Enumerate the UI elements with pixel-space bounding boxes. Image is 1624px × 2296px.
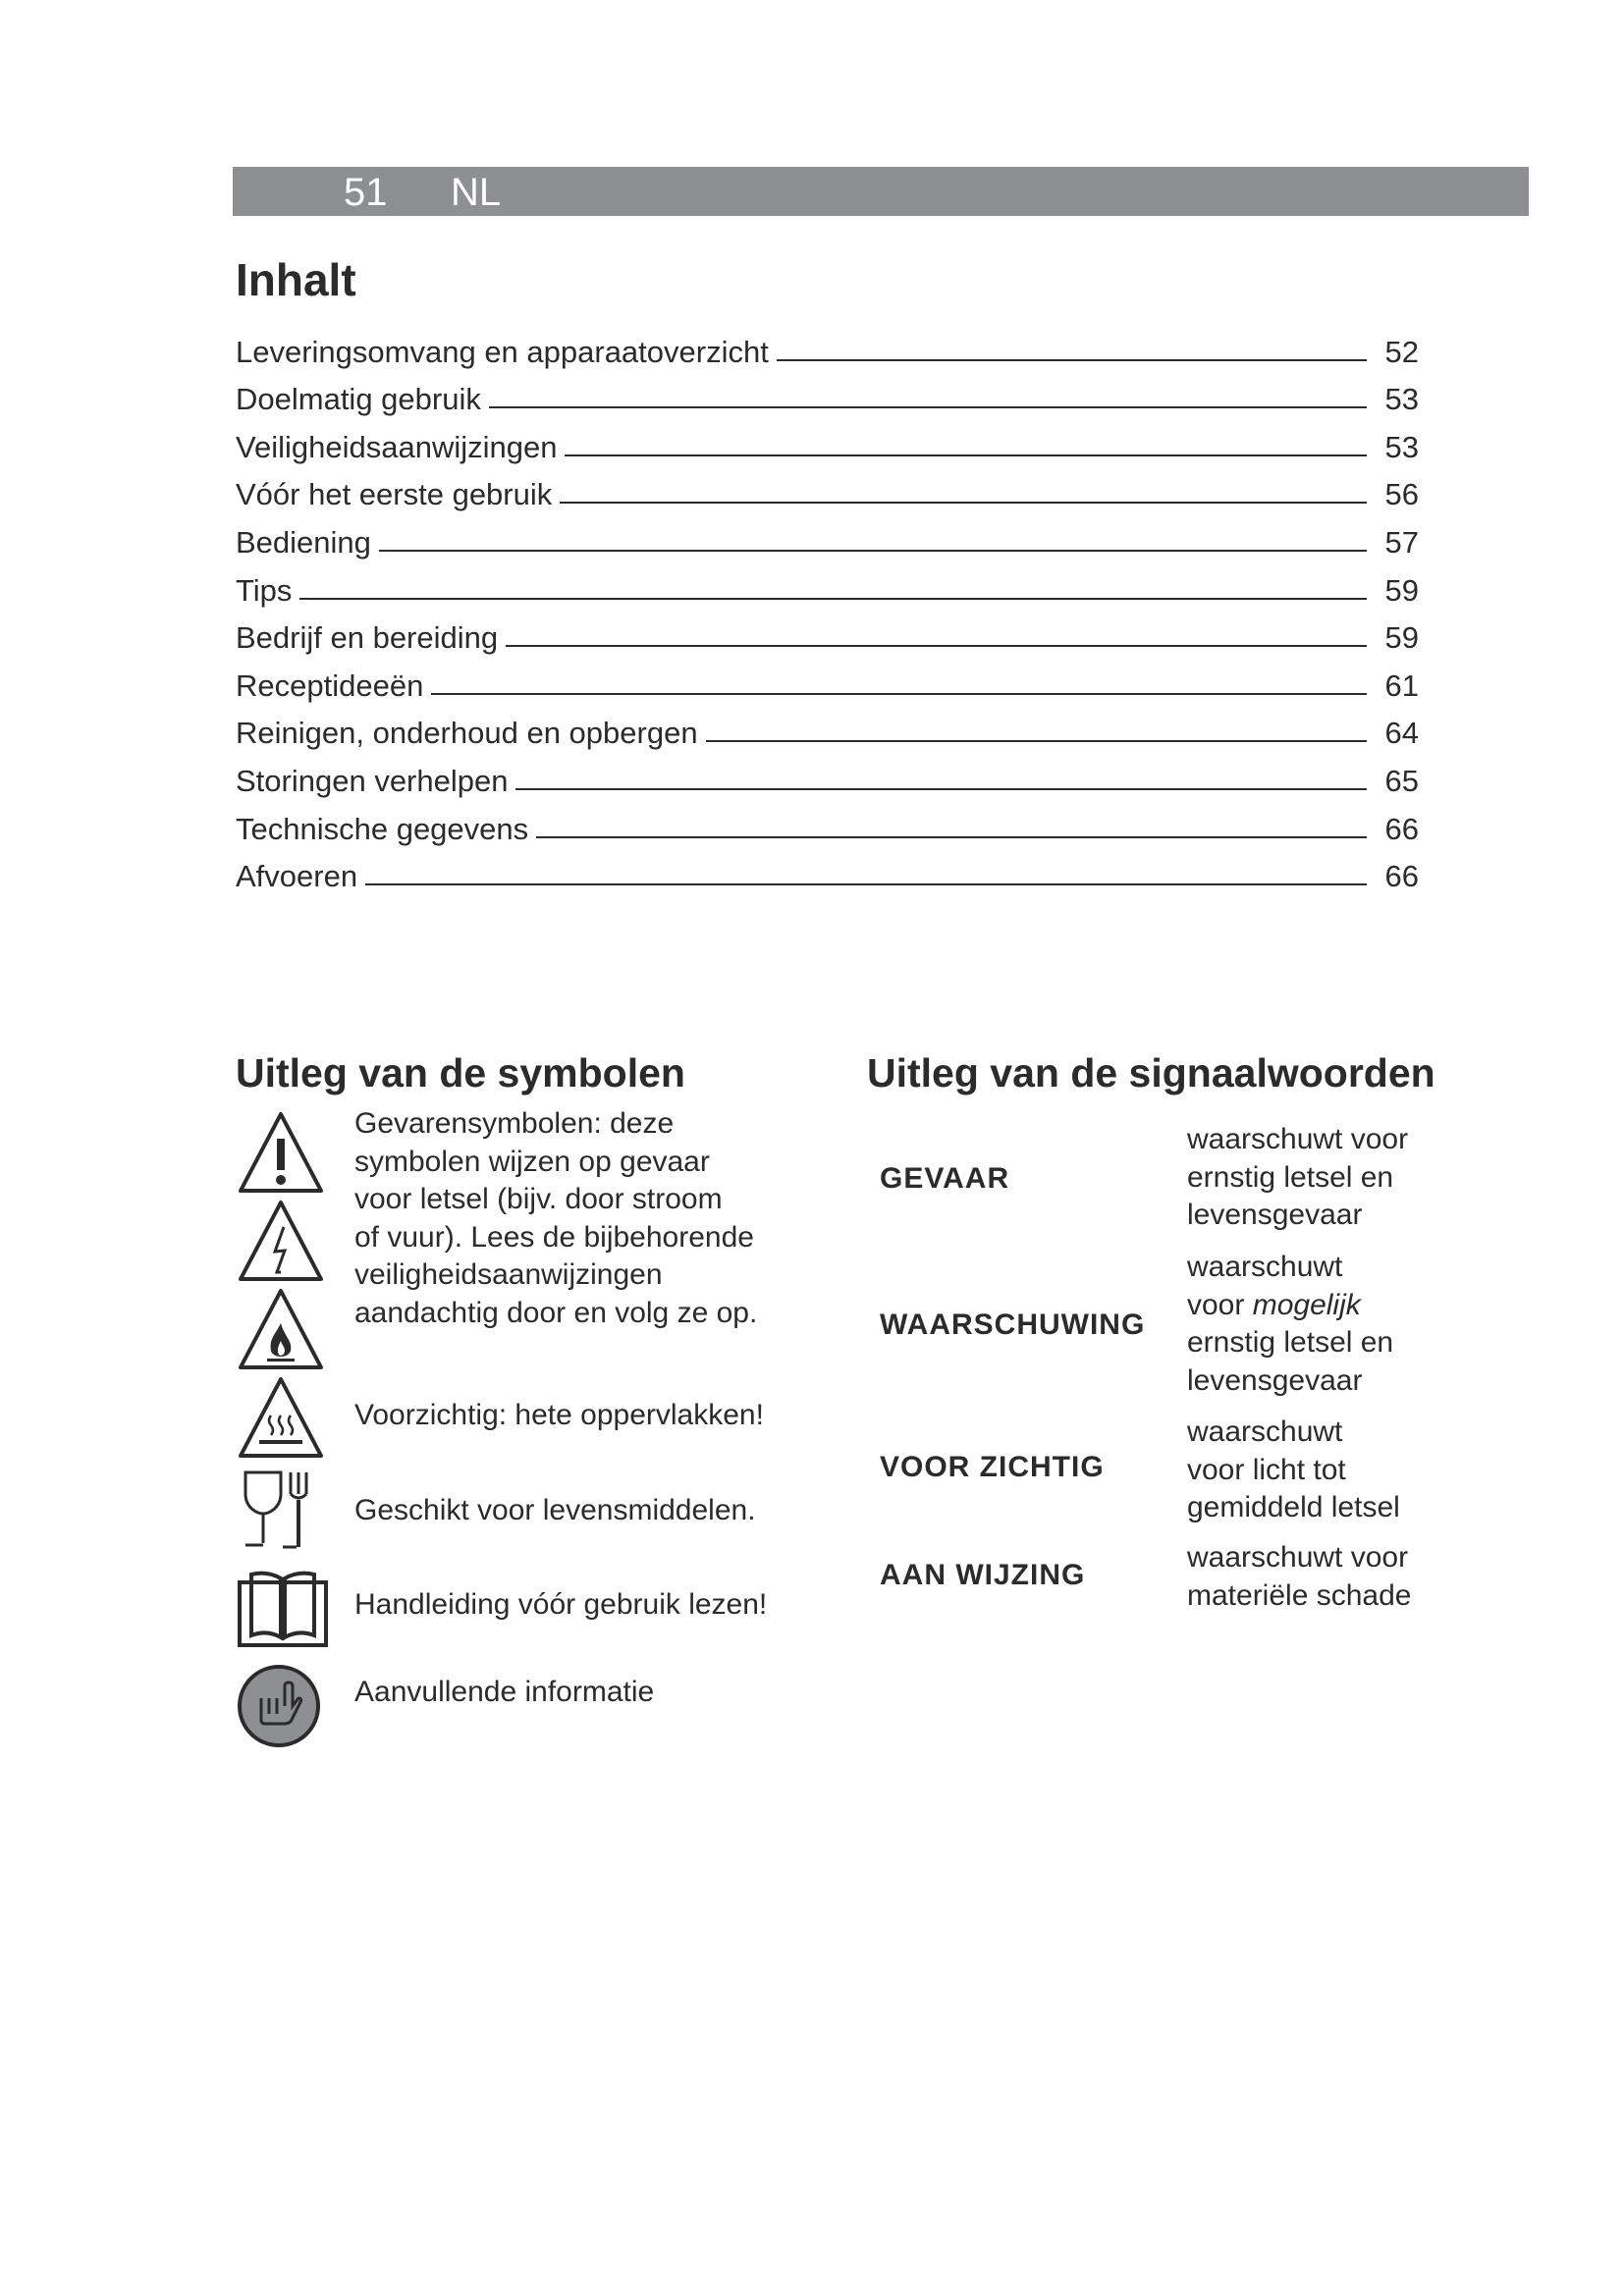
signal-description: waarschuwt voor ernstig letsel en levensgevaar <box>1187 1123 1409 1231</box>
manual-book-icon <box>236 1569 330 1651</box>
signal-word-notice: AAN WIJZING <box>880 1559 1086 1591</box>
electric-shock-icon <box>236 1198 326 1284</box>
toc-entry[interactable]: Tips 59 <box>236 572 1419 608</box>
food-safe-icon <box>240 1468 318 1551</box>
symbols-section-title: Uitleg van de symbolen <box>236 1050 685 1095</box>
signal-word-caution: VOOR ZICHTIG <box>880 1451 1105 1483</box>
toc-entry[interactable]: Reinigen, onderhoud en opbergen 64 <box>236 716 1419 751</box>
signal-description: waarschuwt voor materiële schade <box>1187 1541 1412 1612</box>
symbol-description: Aanvullende informatie <box>354 1676 655 1708</box>
symbol-description: Gevarensymbolen: deze symbolen wijzen op gevaar voor letsel (bijv. door stroom of vuur). Lees de bijbehorende veiligheidsaanwijzingen aandachtig door en volg ze op. <box>354 1107 758 1329</box>
toc-entry[interactable]: Vóór het eerste gebruik 56 <box>236 477 1419 512</box>
page-number: 51 <box>344 171 388 214</box>
toc-entry[interactable]: Doelmatig gebruik 53 <box>236 382 1419 417</box>
symbol-description: Geschikt voor levensmiddelen. <box>354 1494 756 1526</box>
signal-description: waarschuwt voor licht tot gemiddeld letsel <box>1187 1415 1400 1523</box>
signal-word-danger: GEVAAR <box>880 1162 1010 1195</box>
toc-entry[interactable]: Afvoeren 66 <box>236 859 1419 894</box>
toc-entry[interactable]: Veiligheidsaanwijzingen 53 <box>236 429 1419 464</box>
fire-icon <box>236 1286 326 1372</box>
toc-entry[interactable]: Leveringsomvang en apparaatoverzicht 52 <box>236 334 1419 369</box>
table-of-contents <box>236 322 1419 894</box>
symbol-description: Voorzichtig: hete oppervlakken! <box>354 1399 764 1431</box>
hot-surface-icon <box>236 1374 326 1461</box>
page-header-bar <box>233 167 1529 216</box>
signals-section-title: Uitleg van de signaalwoorden <box>867 1050 1435 1095</box>
language-code: NL <box>451 171 502 214</box>
symbol-description: Handleiding vóór gebruik lezen! <box>354 1588 768 1621</box>
toc-title: Inhalt <box>236 254 356 305</box>
toc-entry[interactable]: Bediening 57 <box>236 524 1419 560</box>
toc-entry[interactable]: Bedrijf en bereiding 59 <box>236 620 1419 656</box>
signal-word-warning: WAARSCHUWING <box>880 1308 1146 1341</box>
info-hand-icon <box>236 1663 322 1749</box>
warning-icon <box>236 1109 326 1196</box>
signal-description: waarschuwt voor mogelijk ernstig letsel en levensgevaar <box>1187 1251 1394 1397</box>
toc-entry[interactable]: Technische gegevens 66 <box>236 811 1419 846</box>
toc-entry[interactable]: Storingen verhelpen 65 <box>236 763 1419 798</box>
toc-entry[interactable]: Receptideeën 61 <box>236 667 1419 703</box>
